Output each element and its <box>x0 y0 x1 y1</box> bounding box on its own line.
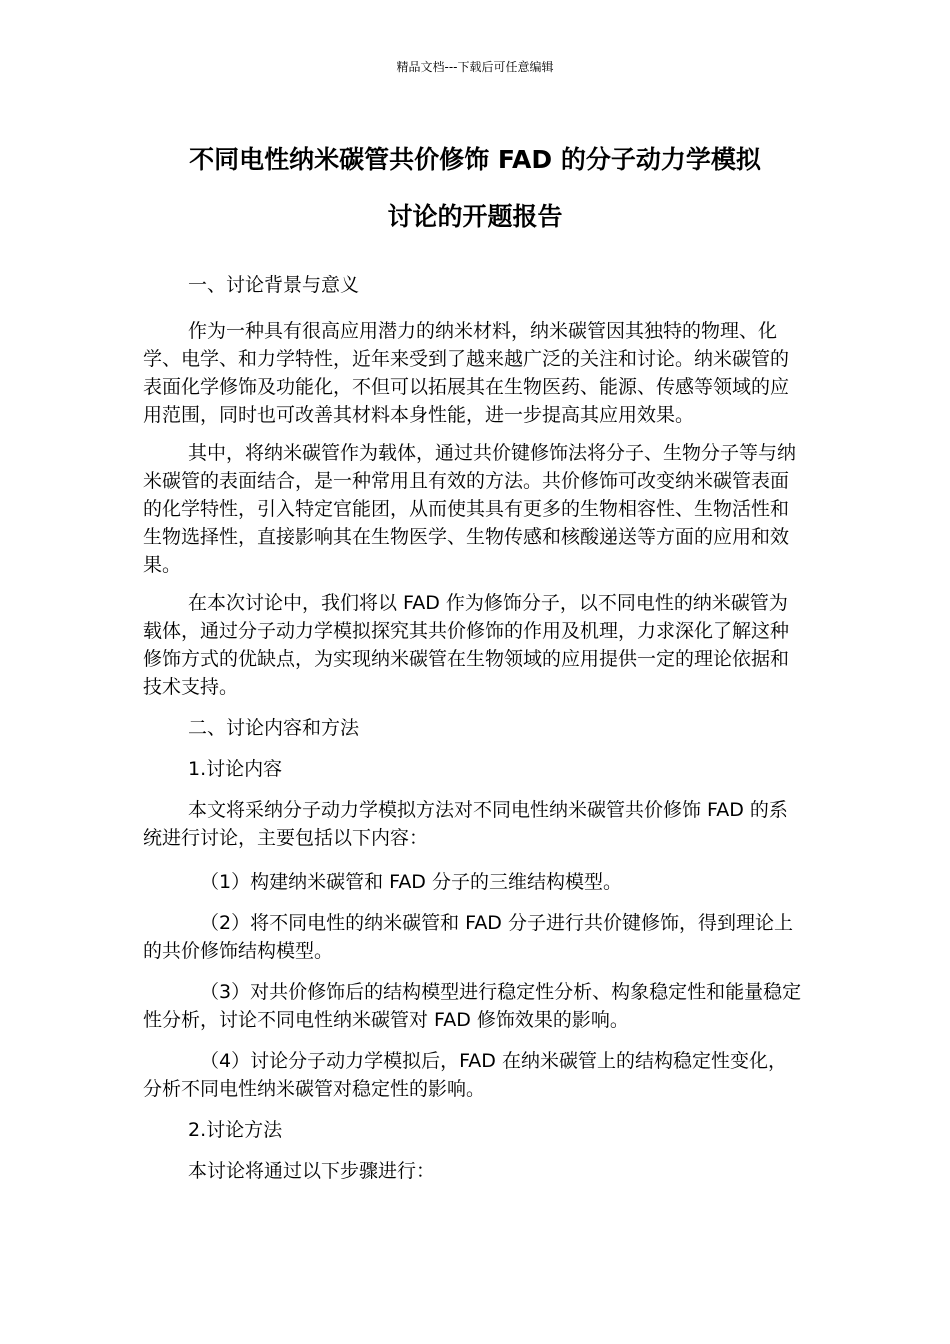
list-item-2: （2）将不同电性的纳米碳管和 FAD 分子进行共价键修饰，得到理论上的共价修饰结构模型。 <box>143 912 793 962</box>
section-1-paragraph-2: 其中，将纳米碳管作为载体，通过共价键修饰法将分子、生物分子等与纳米碳管的表面结合，是一种常用且有效的方法。共价修饰可改变纳米碳管表面的化学特性，引入特定官能团，从而使其具有更多的生物相容性、生物活性和生物选择性，直接影响其在生物医学、生物传感和核酸递送等方面的应用和效果。 <box>143 442 797 576</box>
list-item-4: （4）讨论分子动力学模拟后，FAD 在纳米碳管上的结构稳定性变化，分析不同电性纳米碳管对稳定性的影响。 <box>143 1050 787 1100</box>
section-1-paragraph-3: 在本次讨论中，我们将以 FAD 作为修饰分子，以不同电性的纳米碳管为载体，通过分子动力学模拟探究其共价修饰的作用及机理，力求深化了解这种修饰方式的优缺点，为实现纳米碳管在生物领域的应用提供一定的理论依据和技术支持。 <box>143 592 790 698</box>
section-2-heading: 二、讨论内容和方法 <box>188 717 360 739</box>
subsection-method-heading: 2.讨论方法 <box>188 1119 283 1141</box>
document-title-line-2: 讨论的开题报告 <box>387 202 563 231</box>
document-title-line-1: 不同电性纳米碳管共价修饰 FAD 的分子动力学模拟 <box>189 145 761 174</box>
list-item-1: （1）构建纳米碳管和 FAD 分子的三维结构模型。 <box>200 871 622 893</box>
section-1-paragraph-1: 作为一种具有很高应用潜力的纳米材料，纳米碳管因其独特的物理、化学、电学、和力学特性，近年来受到了越来越广泛的关注和讨论。纳米碳管的表面化学修饰及功能化，不但可以拓展其在生物医药、能源、传感等领域的应用范围，同时也可改善其材料本身性能，进一步提高其应用效果。 <box>143 320 790 426</box>
list-item-3: （3）对共价修饰后的结构模型进行稳定性分析、构象稳定性和能量稳定性分析，讨论不同电性纳米碳管对 FAD 修饰效果的影响。 <box>143 981 802 1031</box>
section-1-heading: 一、讨论背景与意义 <box>188 274 360 296</box>
document-body <box>143 271 805 1185</box>
section-2-paragraph-1: 本文将采纳分子动力学模拟方法对不同电性纳米碳管共价修饰 FAD 的系统进行讨论，主要包括以下内容： <box>143 799 788 849</box>
page-header-note: 精品文档---下载后可任意编辑 <box>396 60 554 74</box>
section-2-paragraph-2: 本讨论将通过以下步骤进行： <box>188 1160 436 1182</box>
subsection-content-heading: 1.讨论内容 <box>188 758 283 780</box>
